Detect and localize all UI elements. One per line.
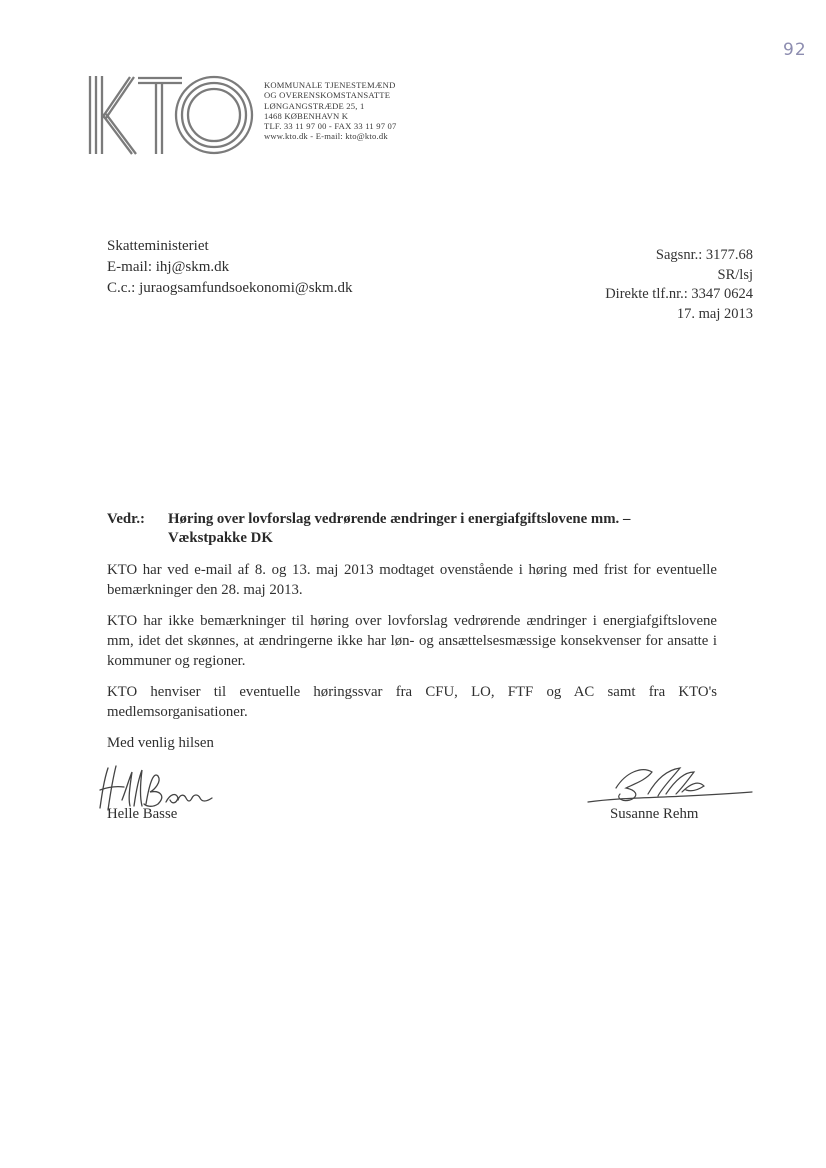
signature-susanne-rehm xyxy=(586,758,756,810)
recipient-name: Skatteministeriet xyxy=(107,238,209,254)
case-number: Sagsnr.: 3177.68 xyxy=(655,247,753,263)
signatory-name-left: Helle Basse xyxy=(107,806,178,822)
signatory-name-right: Susanne Rehm xyxy=(610,806,699,822)
address-city: 1468 KØBENHAVN K xyxy=(264,110,349,121)
letter-date: 17. maj 2013 xyxy=(676,305,753,322)
paragraph-1: KTO har ved e-mail af 8. og 13. maj 2013 modtaget ovenstående i høring med frist for eventuelle bemærkninger den 28. maj 2013. xyxy=(107,562,717,598)
recipient-email: E-mail: ihj@skm.dk xyxy=(107,259,230,275)
phone-fax: TLF. 33 11 97 00 - FAX 33 11 97 07 xyxy=(264,121,397,132)
subject-line2: Vækstpakke DK xyxy=(168,530,273,546)
web-email: www.kto.dk - E-mail: kto@kto.dk xyxy=(264,131,388,142)
address-street: LØNGANGSTRÆDE 25, 1 xyxy=(264,100,365,111)
case-info-block xyxy=(605,246,753,324)
paragraph-3: KTO henviser til eventuelle høringssvar fra CFU, LO, FTF og AC samt fra KTO's medlemsorganisationer. xyxy=(107,684,717,720)
org-name-line1: KOMMUNALE TJENESTEMÆND xyxy=(264,80,396,90)
kto-logo xyxy=(86,74,258,156)
subject-block xyxy=(107,510,630,548)
recipient-block xyxy=(107,236,352,299)
case-initials: SR/lsj xyxy=(717,266,753,283)
subject-label: Vedr.: xyxy=(107,511,145,527)
header-contact-block xyxy=(264,80,397,142)
paragraph-2: KTO har ikke bemærkninger til høring over lovforslag vedrørende ændringer i energiafgiftslovene mm, idet det skønnes, at ændringerne ikke har løn- og ansættelsesmæssige konsekvenser for ansatte i kommuner og regioner. xyxy=(107,613,717,669)
org-name-line2: OG OVERENSKOMSTANSATTE xyxy=(264,90,391,101)
subject-line1: Høring over lovforslag vedrørende ændringer i energiafgiftslovene mm. – xyxy=(168,511,631,527)
page-number: 92 xyxy=(783,40,807,60)
recipient-cc: C.c.: juraogsamfundsoekonomi@skm.dk xyxy=(107,280,353,296)
direct-phone: Direkte tlf.nr.: 3347 0624 xyxy=(605,286,753,302)
closing-greeting: Med venlig hilsen xyxy=(107,735,214,751)
